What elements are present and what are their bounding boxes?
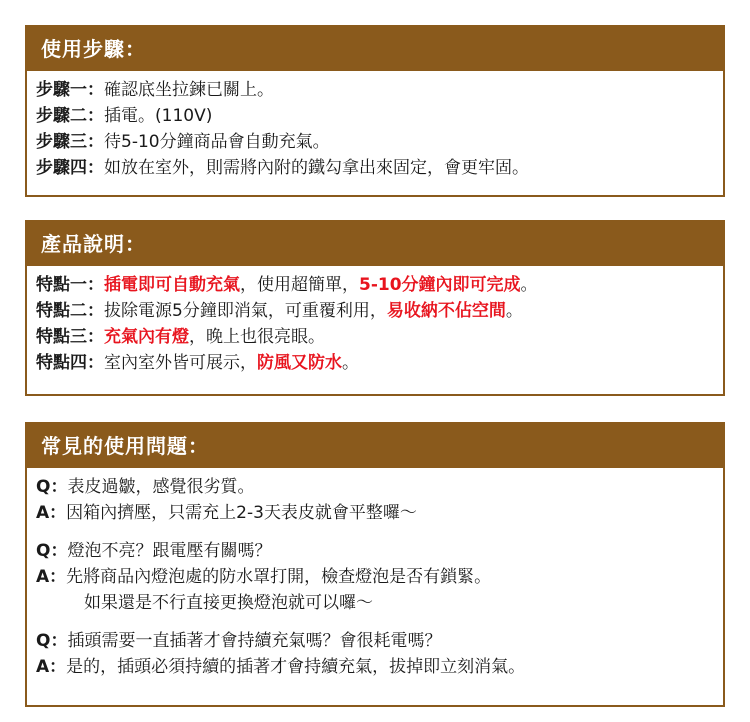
q-label: Q： [36,631,68,651]
feature-text: 。 [520,275,538,295]
faq-header: 常見的使用問題： [27,424,723,468]
product-section [25,220,725,396]
feature-4 [36,350,723,376]
step-3 [36,129,723,155]
feature-2 [36,298,723,324]
step-label: 步驟一： [36,80,104,100]
feature-1 [36,272,723,298]
a-label: A： [36,567,67,587]
faq-answer-3 [36,654,723,680]
faq-question-2 [36,538,723,564]
feature-label: 特點一： [36,275,104,295]
feature-text: 拔除電源5分鐘即消氣，可重覆利用， [104,301,387,321]
step-1 [36,77,723,103]
feature-highlight: 易收納不佔空間 [386,301,506,321]
faq-question-3 [36,628,723,654]
product-features [27,266,723,376]
feature-text: 。 [342,353,359,373]
feature-label: 特點三： [36,327,104,347]
faq-answer-1 [36,500,723,526]
step-label: 步驟二： [36,106,104,126]
step-text: 插電。(110V) [104,106,213,126]
q-text: 燈泡不亮？跟電壓有關嗎？ [67,541,272,561]
feature-text: ，使用超簡單， [240,275,359,295]
feature-label: 特點四： [36,353,104,373]
step-2 [36,103,723,129]
feature-highlight: 防風又防水 [257,353,342,373]
feature-text: ，晚上也很亮眼。 [189,327,325,347]
a-label: A： [36,503,67,523]
step-text: 待5-10分鐘商品會自動充氣。 [104,132,330,152]
a-text: 因箱內擠壓，只需充上2-3天表皮就會平整囉～ [66,503,417,523]
feature-text: 室內室外皆可展示， [104,353,257,373]
feature-label: 特點二： [36,301,104,321]
step-label: 步驟三： [36,132,104,152]
q-label: Q： [36,477,68,497]
feature-highlight: 插電即可自動充氣 [104,275,240,295]
step-label: 步驟四： [36,158,104,178]
step-text: 如放在室外，則需將內附的鐵勾拿出來固定，會更牢固。 [104,158,529,178]
q-text: 表皮過皺，感覺很劣質。 [67,477,255,497]
feature-highlight: 5-10分鐘內即可完成 [359,275,521,295]
feature-3 [36,324,723,350]
usage-steps [27,71,723,181]
feature-highlight: 充氣內有燈 [104,327,189,347]
a-text: 是的，插頭必須持續的插著才會持續充氣，拔掉即立刻消氣。 [66,657,526,677]
a-text: 先將商品內燈泡處的防水罩打開，檢查燈泡是否有鎖緊。 [66,567,492,587]
product-header: 產品說明： [27,222,723,266]
step-text: 確認底坐拉鍊已關上。 [104,80,274,100]
usage-header: 使用步驟： [27,27,723,71]
step-4 [36,155,723,181]
usage-section [25,25,725,197]
faq-question-1 [36,474,723,500]
faq-answer-2-cont: 如果還是不行直接更換燈泡就可以囉～ [84,593,373,613]
faq-section [25,422,725,707]
q-text: 插頭需要一直插著才會持續充氣嗎？會很耗電嗎？ [67,631,442,651]
q-label: Q： [36,541,68,561]
faq-answer-2 [36,564,723,590]
feature-text: 。 [505,301,523,321]
a-label: A： [36,657,67,677]
faq-list [27,468,723,680]
